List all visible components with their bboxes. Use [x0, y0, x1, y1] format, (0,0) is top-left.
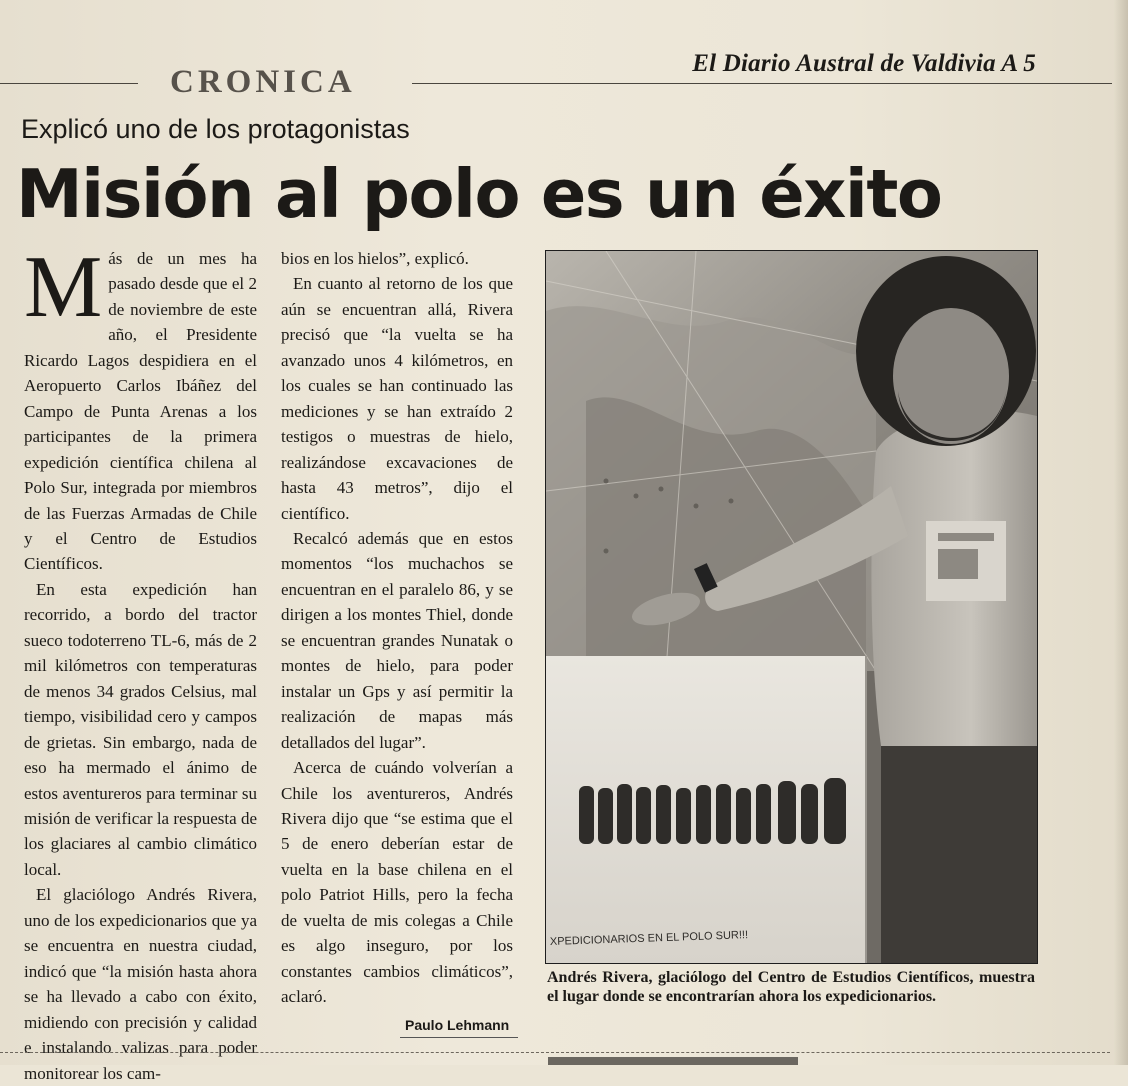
photo-caption: Andrés Rivera, glaciólogo del Centro de Estudios Científicos, muestra el lugar donde se encontrarían ahora los expedicionarios.: [547, 969, 1035, 1005]
article-photo: [545, 250, 1038, 964]
paragraph-text: ás de un mes ha pasado desde que el 2 de noviembre de este año, el Presidente Ricardo Lagos despidiera en el Aeropuerto Carlos Ibáñez del Campo de Punta Arenas a los participantes de la primera expedición científica chilena al Polo Sur, integrada por miembros de las Fuerzas Armadas de Chile y el Centro de Estudios Científicos.: [24, 249, 257, 574]
drop-cap: M: [24, 239, 103, 336]
paragraph: En cuanto al retorno de los que aún se encuentran allá, Rivera precisó que “la vuelta se ha avanzado unos 4 kilómetros, en los cuales se han continuado las mediciones y se han extraído 2 testigos o muestras de hielo, realizándose excavaciones de hasta 43 metros”, dijo el científico.: [281, 274, 513, 523]
next-article-edge: [548, 1057, 798, 1065]
photo-illustration: [546, 251, 1037, 963]
article-column-2: [281, 246, 513, 1010]
kicker: Explicó uno de los protagonistas: [21, 114, 410, 144]
header-rule-left: [0, 83, 138, 84]
masthead: El Diario Austral de Valdivia A 5: [692, 50, 1036, 77]
section-label: CRONICA: [170, 64, 356, 100]
header-rule-right: [412, 83, 1112, 84]
paragraph: En esta expedición han recorrido, a bordo del tractor sueco todoterreno TL-6, más de 2 mil kilómetros con temperaturas de menos 34 grados Celsius, mal tiempo, visibilidad cero y campos de grietas. Sin embargo, nada de eso ha mermado el ánimo de estos aventureros para terminar su misión de verificar la respuesta de los glaciares al cambio climático local.: [24, 579, 257, 879]
page-edge-shadow: [1114, 0, 1128, 1065]
byline-rule: [400, 1037, 518, 1038]
byline: Paulo Lehmann: [405, 1017, 510, 1033]
paragraph: bios en los hielos”, explicó.: [281, 249, 469, 268]
paragraph: El glaciólogo Andrés Rivera, uno de los expedicionarios que ya se encuentra en nuestra ciudad, indicó que “la misión hasta ahora se ha llevado a cabo con éxito, midiendo con precisión y calidad e instalando valizas para poder monitorear los cam-: [24, 885, 257, 1083]
article-column-1: [24, 239, 257, 1086]
bottom-rule: [0, 1052, 1110, 1053]
headline: Misión al polo es un éxito: [16, 155, 942, 233]
paragraph: Acerca de cuándo volverían a Chile los aventureros, Andrés Rivera dijo que “se estima que el 5 de enero deberían estar de vuelta en la base chilena en el polo Patriot Hills, pero la fecha de vuelta de mis colegas a Chile es algo inseguro, por los constantes cambios climáticos”, aclaró.: [281, 758, 513, 1007]
paragraph: Recalcó además que en estos momentos “los muchachos se encuentran en el paralelo 86, y se dirigen a los montes Thiel, donde se encuentran grandes Nunatak o montes de hielo, para poder instalar un Gps y así permitir la realización de mapas más detallados del lugar”.: [281, 528, 513, 752]
poster-caption: XPEDICIONARIOS EN EL POLO SUR!!!: [549, 929, 749, 948]
paragraph: [24, 239, 257, 577]
trousers: [881, 721, 1037, 963]
